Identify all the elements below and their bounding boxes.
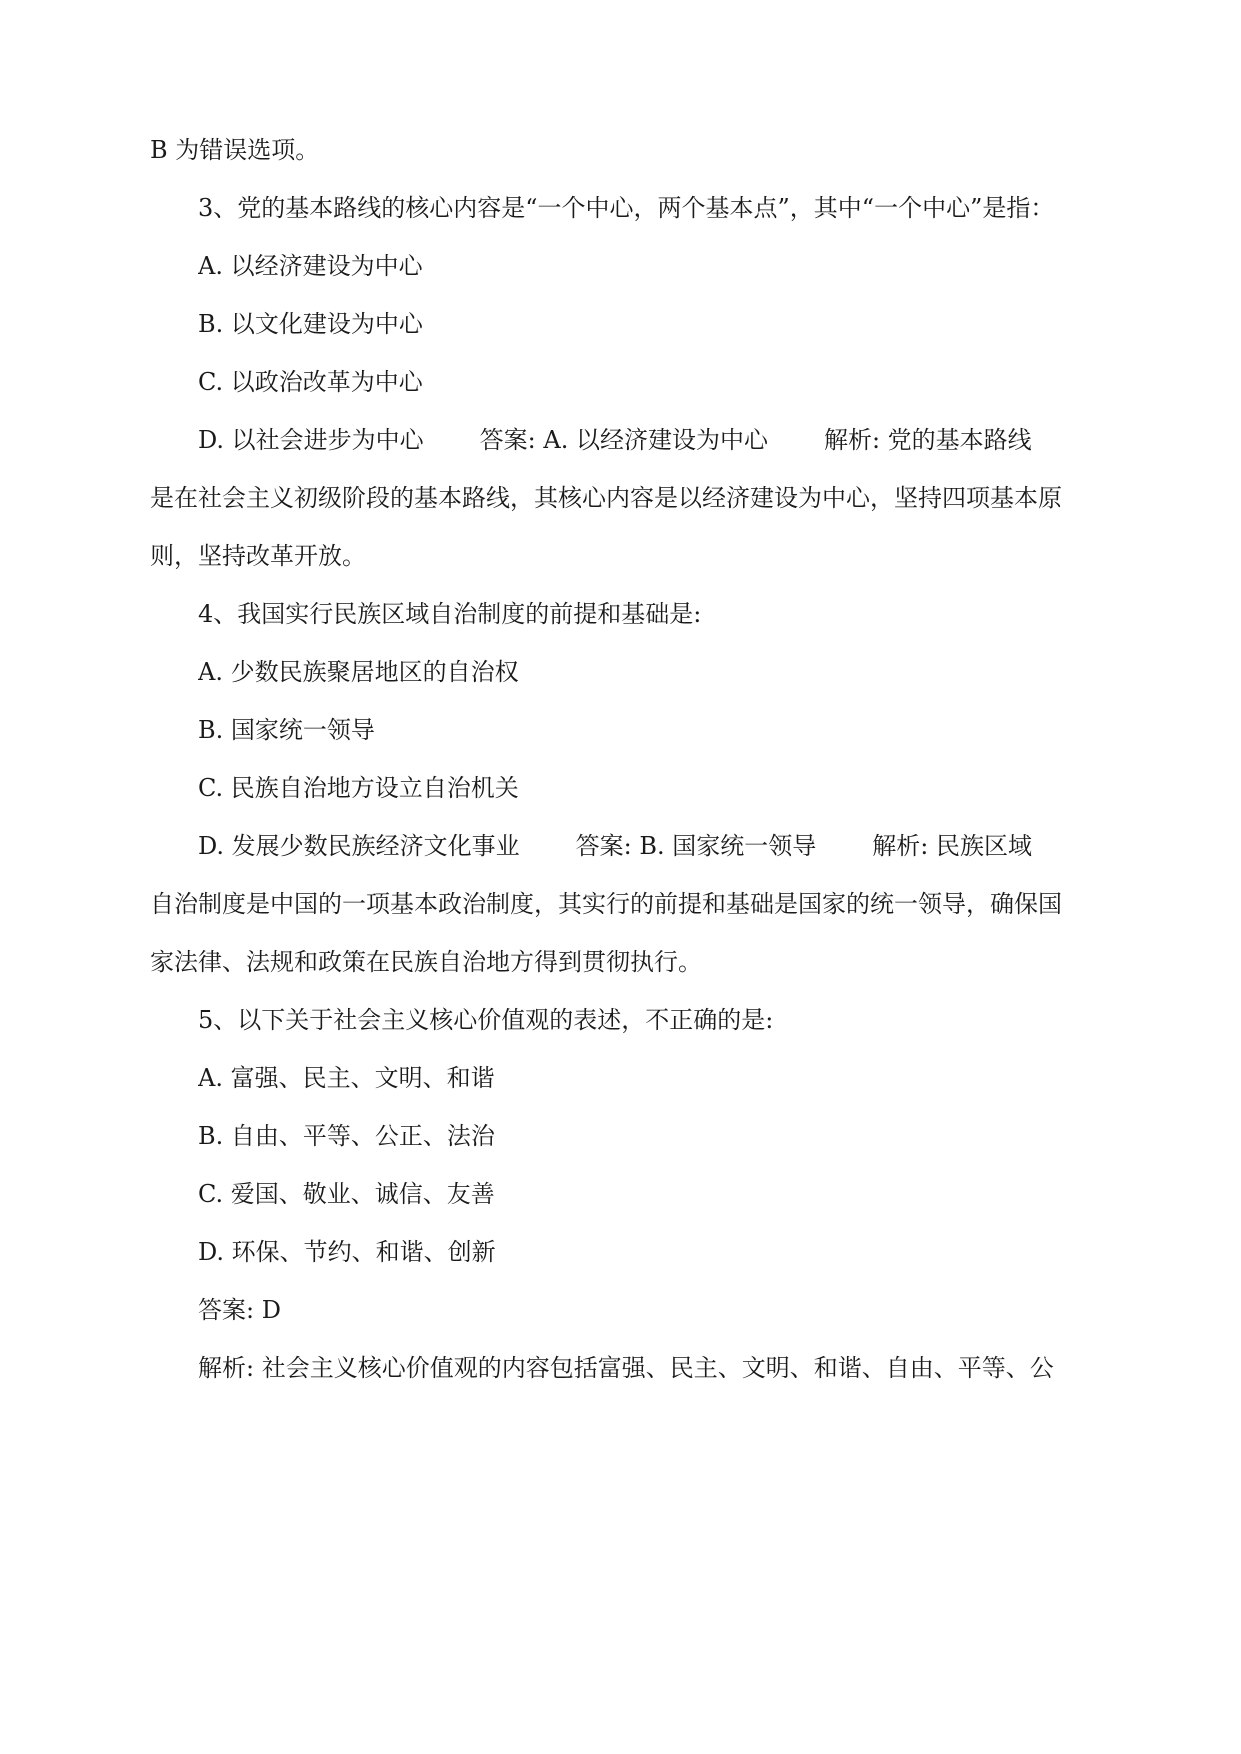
question-3-analysis-line-1: 是在社会主义初级阶段的基本路线，其核心内容是以经济建设为中心，坚持四项基本原 bbox=[150, 484, 1062, 512]
question-3-stem: 3、党的基本路线的核心内容是“一个中心，两个基本点”，其中“一个中心”是指： bbox=[198, 194, 1055, 222]
question-4-option-d-row bbox=[198, 829, 1090, 863]
question-4-analysis-lead: 解析: 民族区域 bbox=[872, 832, 1032, 860]
question-5-option-b: B. 自由、平等、公正、法治 bbox=[198, 1122, 495, 1150]
prev-analysis-fragment: B 为错误选项。 bbox=[150, 136, 320, 164]
question-3-option-c: C. 以政治改革为中心 bbox=[198, 368, 423, 396]
question-4-option-b: B. 国家统一领导 bbox=[198, 716, 375, 744]
question-4-answer: 答案: B. 国家统一领导 bbox=[575, 832, 817, 860]
question-5-stem: 5、以下关于社会主义核心价值观的表述，不正确的是: bbox=[198, 1006, 774, 1034]
question-5-answer: 答案: D bbox=[198, 1296, 281, 1324]
question-4-option-a: A. 少数民族聚居地区的自治权 bbox=[198, 658, 519, 686]
question-4-option-c: C. 民族自治地方设立自治机关 bbox=[198, 774, 519, 802]
question-4-stem: 4、我国实行民族区域自治制度的前提和基础是: bbox=[198, 600, 702, 628]
question-3-option-d: D. 以社会进步为中心 bbox=[198, 426, 424, 454]
question-5-option-c: C. 爱国、敬业、诚信、友善 bbox=[198, 1180, 495, 1208]
question-3-answer: 答案: A. 以经济建设为中心 bbox=[479, 426, 768, 454]
question-4-analysis-line-2: 家法律、法规和政策在民族自治地方得到贯彻执行。 bbox=[150, 948, 702, 976]
question-3-analysis-line-2: 则，坚持改革开放。 bbox=[150, 542, 366, 570]
question-4-analysis-line-1: 自治制度是中国的一项基本政治制度，其实行的前提和基础是国家的统一领导，确保国 bbox=[150, 890, 1062, 918]
question-3-analysis-lead: 解析: 党的基本路线 bbox=[823, 426, 1032, 454]
question-4-option-d: D. 发展少数民族经济文化事业 bbox=[198, 832, 520, 860]
question-3-option-d-row bbox=[198, 423, 1090, 457]
question-3-option-a: A. 以经济建设为中心 bbox=[198, 252, 423, 280]
question-5-analysis: 解析: 社会主义核心价值观的内容包括富强、民主、文明、和谐、自由、平等、公 bbox=[198, 1354, 1054, 1382]
question-5-option-d: D. 环保、节约、和谐、创新 bbox=[198, 1238, 496, 1266]
question-5-option-a: A. 富强、民主、文明、和谐 bbox=[198, 1064, 495, 1092]
question-3-option-b: B. 以文化建设为中心 bbox=[198, 310, 423, 338]
